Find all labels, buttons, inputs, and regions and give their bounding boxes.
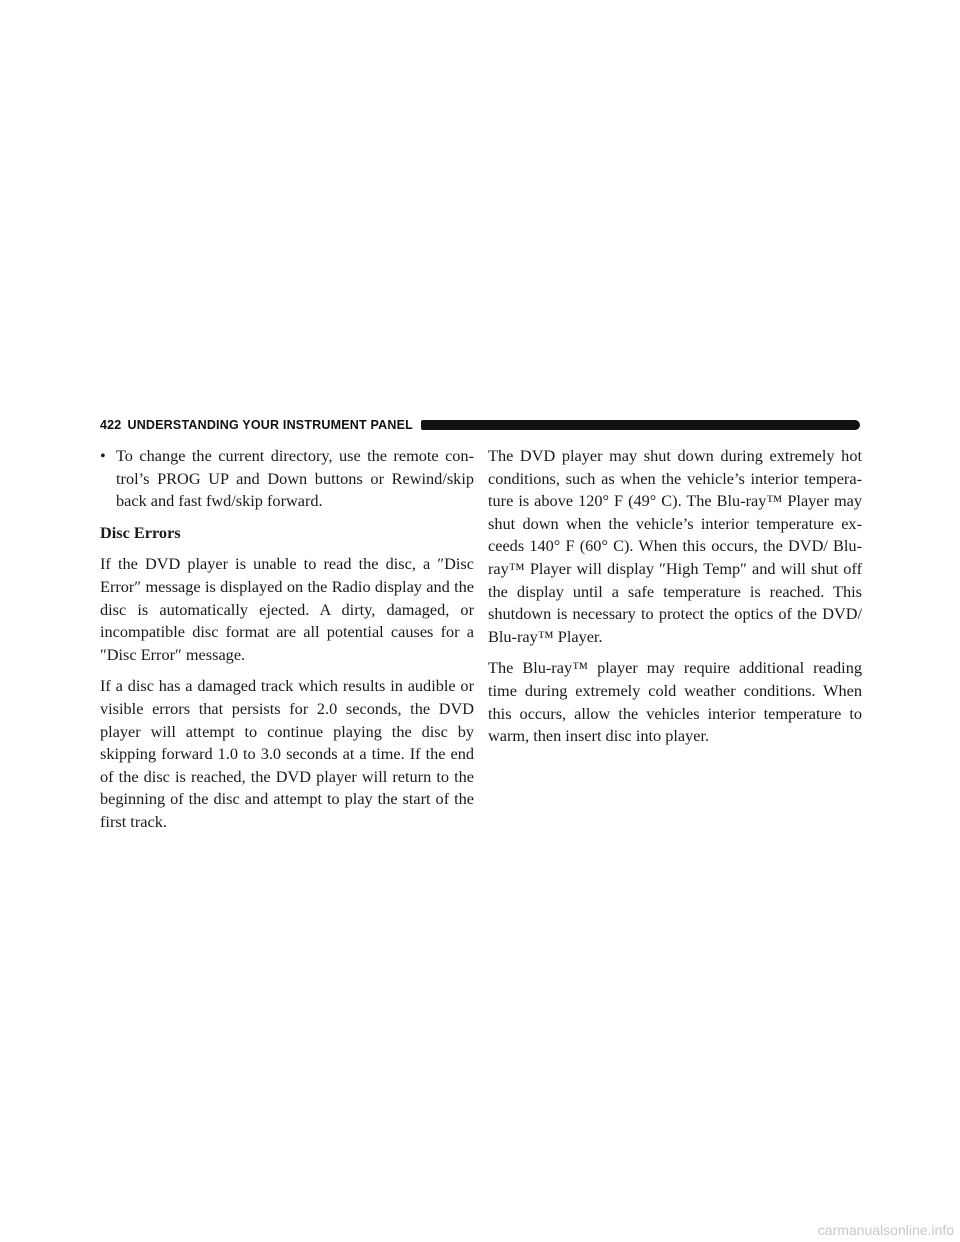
right-column bbox=[488, 445, 862, 757]
section-title: UNDERSTANDING YOUR INSTRUMENT PANEL bbox=[127, 418, 413, 432]
left-column bbox=[100, 445, 474, 843]
paragraph: The DVD player may shut down during extremely hot conditions, such as when the vehicle’s interior tempera-ture is above 120° F (49° C). The Blu-ray™ Player may shut down when the vehicle’s interior temperature ex-ceeds 140° F (60° C). When this occurs, the DVD/ Blu-ray™ Player will display ″High Temp″ and will shut off the display until a safe temperature is reached. This shutdown is necessary to protect the optics of the DVD/ Blu-ray™ Player. bbox=[488, 446, 862, 646]
page-header bbox=[100, 415, 860, 435]
header-rule bbox=[421, 420, 860, 430]
paragraph: The Blu-ray™ player may require additional reading time during extremely cold weather conditions. When this occurs, allow the vehicles interior temperature to warm, then insert disc into player. bbox=[488, 658, 862, 746]
list-item bbox=[100, 445, 474, 513]
section-heading: Disc Errors bbox=[100, 522, 181, 542]
bullet-marker: • bbox=[100, 446, 106, 465]
paragraph: If the DVD player is unable to read the disc, a ″Disc Error″ message is displayed on the Radio display and the disc is automatically ejected. A dirty, damaged, or incompatible disc format are all potential causes for a ″Disc Error″ message. bbox=[100, 554, 474, 664]
footer-watermark: carmanualsonline.info bbox=[817, 1222, 954, 1238]
bullet-text: To change the current directory, use the remote con-trol’s PROG UP and Down buttons or Rewind/skip back and fast fwd/skip forward. bbox=[116, 446, 474, 511]
paragraph: If a disc has a damaged track which results in audible or visible errors that persists for 2.0 seconds, the DVD player will attempt to continue playing the disc by skipping forward 1.0 to 3.0 seconds at a time. If the end of the disc is reached, the DVD player will return to the beginning of the disc and attempt to play the start of the first track. bbox=[100, 676, 474, 831]
page-number: 422 bbox=[100, 418, 122, 432]
